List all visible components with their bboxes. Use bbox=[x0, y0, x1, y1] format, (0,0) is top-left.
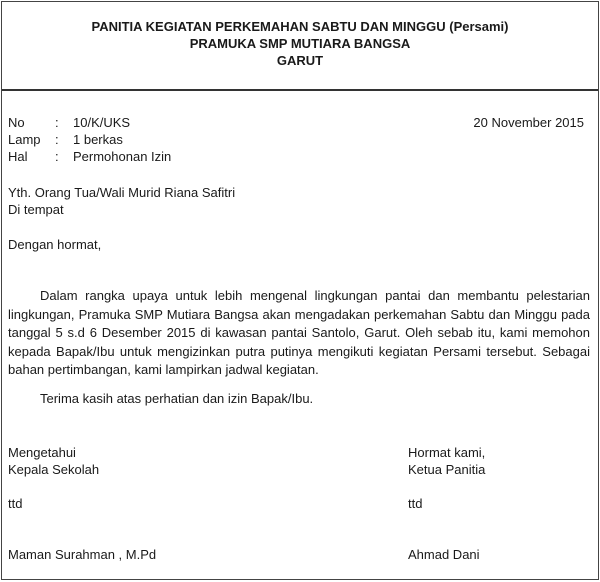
letter-date: 20 November 2015 bbox=[473, 115, 584, 130]
subject-value: Permohonan Izin bbox=[73, 149, 172, 164]
letterhead-city: GARUT bbox=[276, 53, 324, 68]
subject-label: Hal bbox=[8, 149, 28, 164]
signature-right-mark: ttd bbox=[408, 496, 423, 511]
signature-left-title: Kepala Sekolah bbox=[8, 462, 100, 477]
body-paragraph: Dalam rangka upaya untuk lebih mengenal lingkungan pantai dan membantu pelestarian lingkungan, Pramuka SMP Mutiara Bangsa akan mengadakan perkemahan Sabtu dan Minggu pada tanggal 5 s.d 6 Desember 2015 di kawasan pantai Santolo, Garut. Oleh sebab itu, kami memohon kepada Bapak/Ibu untuk mengizinkan putra putinya mengikuti kegiatan Persami tersebut. Sebagai bahan pertimbangan, kami lampirkan jadwal kegiatan. bbox=[8, 288, 590, 377]
subject-colon: : bbox=[55, 149, 59, 164]
signature-right-heading: Hormat kami, bbox=[408, 445, 486, 460]
signature-right-title: Ketua Panitia bbox=[408, 462, 486, 477]
signature-left-name: Maman Surahman , M.Pd bbox=[8, 547, 157, 562]
number-label: No bbox=[8, 115, 25, 130]
recipient-line: Yth. Orang Tua/Wali Murid Riana Safitri bbox=[8, 185, 236, 200]
letterhead bbox=[2, 2, 598, 91]
attachment-value: 1 berkas bbox=[73, 132, 123, 147]
greeting: Dengan hormat, bbox=[8, 237, 102, 252]
attachment-label: Lamp bbox=[8, 132, 41, 147]
letter-page bbox=[1, 1, 599, 580]
signature-left-mark: ttd bbox=[8, 496, 23, 511]
signature-left-heading: Mengetahui bbox=[8, 445, 76, 460]
letterhead-committee: PANITIA KEGIATAN PERKEMAHAN SABTU DAN MINGGU (Persami) bbox=[91, 19, 509, 34]
number-colon: : bbox=[55, 115, 59, 130]
recipient-place: Di tempat bbox=[8, 202, 64, 217]
attachment-colon: : bbox=[55, 132, 59, 147]
closing-thanks: Terima kasih atas perhatian dan izin Bapak/Ibu. bbox=[40, 391, 314, 406]
letterhead-organization: PRAMUKA SMP MUTIARA BANGSA bbox=[189, 36, 411, 51]
number-value: 10/K/UKS bbox=[73, 115, 131, 130]
signature-right-name: Ahmad Dani bbox=[408, 547, 480, 562]
